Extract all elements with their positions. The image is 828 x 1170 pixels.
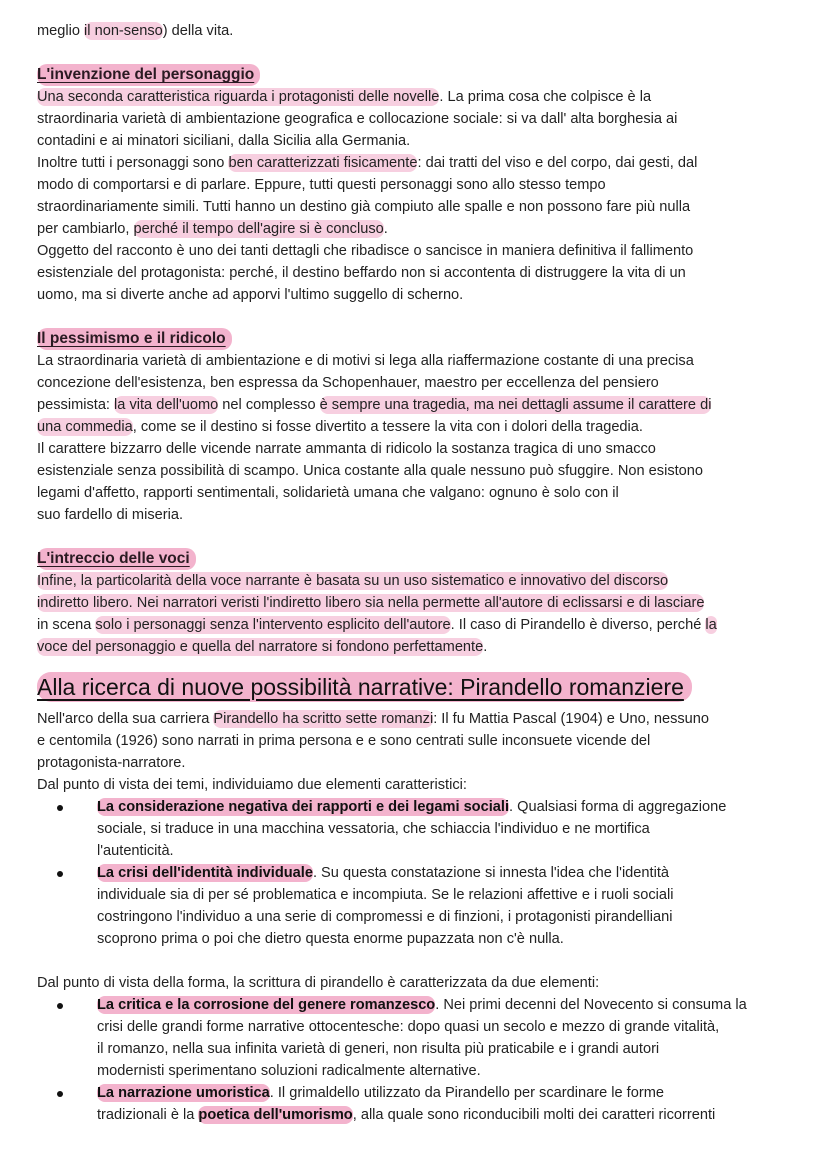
highlight: voce del personaggio e quella del narratore si fondono perfettamente — [37, 639, 484, 655]
paragraph-line: Dal punto di vista della forma, la scrittura di pirandello è caratterizzata da due elementi: — [37, 975, 600, 991]
highlight: Infine, la particolarità della voce narrante è basata su un uso sistematico e innovativo del discorso — [37, 573, 669, 589]
text: ) della vita. — [162, 23, 234, 39]
text: . La prima cosa che colpisce è la — [439, 89, 652, 105]
paragraph-line: crisi delle grandi forme narrative ottocentesche: dopo quasi un secolo e mezzo di grande vitalità, — [97, 1019, 720, 1035]
list-item — [37, 796, 803, 862]
text: . Il caso di Pirandello è diverso, perché — [450, 617, 706, 633]
highlight: una commedia — [37, 419, 133, 435]
bullet-icon — [57, 871, 63, 877]
bullet-icon — [57, 805, 63, 811]
paragraph-line: costringono l'individuo a una serie di compromessi e di finzioni, i protagonisti pirandelliani — [97, 909, 673, 925]
paragraph-line: legami d'affetto, rapporti sentimentali, solidarietà umana che valgano: ognuno è solo con il — [37, 485, 619, 501]
section-pessimismo — [37, 328, 803, 526]
text: per cambiarlo, — [37, 221, 134, 237]
text: : dai tratti del viso e del corpo, dai gesti, dal — [417, 155, 698, 171]
paragraph-line: Dal punto di vista dei temi, individuiamo due elementi caratteristici: — [37, 777, 467, 793]
section-invenzione — [37, 64, 803, 306]
paragraph-line: La straordinaria varietà di ambientazione e di motivi si lega alla riaffermazione costante di una precisa — [37, 353, 694, 369]
highlight: Pirandello ha scritto sette romanzi — [213, 711, 434, 727]
text: in scena — [37, 617, 96, 633]
text: , alla quale sono riconducibili molti dei caratteri ricorrenti — [352, 1107, 716, 1123]
paragraph-line: scoprono prima o poi che dietro questa enorme pupazzata non c'è nulla. — [97, 931, 564, 947]
text: . Il grimaldello utilizzato da Pirandello per scardinare le forme — [269, 1085, 664, 1101]
text: : Il fu Mattia Pascal (1904) e Uno, nessuno — [433, 711, 710, 727]
paragraph-line: modo di comportarsi e di parlare. Eppure, tutti questi personaggi sono allo stesso tempo — [37, 177, 606, 193]
text: meglio — [37, 23, 85, 39]
paragraph-line: l'autenticità. — [97, 843, 174, 859]
highlight: solo i personaggi senza l'intervento esplicito dell'autore — [95, 617, 451, 633]
list-item — [37, 994, 803, 1082]
text: . — [383, 221, 388, 237]
text: Nell'arco della sua carriera — [37, 711, 214, 727]
text: tradizionali è la — [97, 1107, 199, 1123]
highlight: indiretto libero. Nei narratori veristi l'indiretto libero sia nella permette all'autore di eclissarsi e di lasciare — [37, 595, 705, 611]
text: . Qualsiasi forma di aggregazione — [509, 799, 727, 815]
text: Inoltre tutti i personaggi sono — [37, 155, 229, 171]
highlight: la — [705, 617, 717, 633]
section-intreccio — [37, 548, 803, 658]
section-heading: Il pessimismo e il ridicolo — [37, 328, 232, 350]
section-romanziere — [37, 672, 803, 1126]
paragraph-line: concezione dell'esistenza, ben espressa da Schopenhauer, maestro per eccellenza del pensiero — [37, 375, 659, 391]
paragraph-line: esistenziale senza possibilità di scampo. Unica costante alla quale nessuno può sfuggire. Non esistono — [37, 463, 704, 479]
text: . — [483, 639, 488, 655]
paragraph-line: uomo, ma si diverte anche ad apporvi l'ultimo suggello di scherno. — [37, 287, 464, 303]
paragraph-line: contadini e ai minatori siciliani, dalla Sicilia alla Germania. — [37, 133, 411, 149]
notes-page — [37, 20, 803, 1126]
text: pessimista: — [37, 397, 115, 413]
bullet-icon — [57, 1091, 63, 1097]
highlight: il non-senso — [84, 23, 163, 39]
paragraph-line: protagonista-narratore. — [37, 755, 186, 771]
intro-line — [37, 20, 803, 42]
highlight: è sempre una tragedia, ma nei dettagli assume il carattere di — [319, 397, 712, 413]
paragraph-line: e centomila (1926) sono narrati in prima persona e e sono centrati sulle inconsuete vicende del — [37, 733, 651, 749]
section-heading: L'invenzione del personaggio — [37, 64, 260, 86]
text: nel complesso — [218, 397, 320, 413]
paragraph-line: modernisti sperimentano soluzioni radicalmente alternative. — [97, 1063, 481, 1079]
main-heading: Alla ricerca di nuove possibilità narrative: Pirandello romanziere — [37, 672, 692, 702]
bold-term: La crisi dell'identità individuale — [97, 865, 313, 881]
paragraph-line: straordinaria varietà di ambientazione geografica e collocazione sociale: si va dall' alta borghesia ai — [37, 111, 678, 127]
paragraph-line: Oggetto del racconto è uno dei tanti dettagli che ribadisce o sancisce in maniera definitiva il fallimento — [37, 243, 694, 259]
list-item — [37, 1082, 803, 1126]
highlight: perché il tempo dell'agire si è concluso — [133, 221, 384, 237]
paragraph-line: straordinariamente simili. Tutti hanno un destino già compiuto alle spalle e non possono fare più nulla — [37, 199, 691, 215]
bold-term: poetica dell'umorismo — [198, 1107, 353, 1123]
bold-term: La critica e la corrosione del genere romanzesco — [97, 997, 436, 1013]
paragraph-line: sociale, si traduce in una macchina vessatoria, che schiaccia l'individuo e ne mortifica — [97, 821, 650, 837]
highlight: la vita dell'uomo — [114, 397, 219, 413]
bullet-icon — [57, 1003, 63, 1009]
paragraph-line: Il carattere bizzarro delle vicende narrate ammanta di ridicolo la sostanza tragica di uno smacco — [37, 441, 656, 457]
bold-term: La considerazione negativa dei rapporti e dei legami sociali — [97, 799, 509, 815]
highlight: Una seconda caratteristica riguarda i protagonisti delle novelle — [37, 89, 440, 105]
paragraph-line: individuale sia di per sé problematica e incompiuta. Se le relazioni affettive e i ruoli sociali — [97, 887, 674, 903]
highlight: ben caratterizzati fisicamente — [228, 155, 418, 171]
section-heading: L'intreccio delle voci — [37, 548, 196, 570]
text: , come se il destino si fosse divertito a tessere la vita con i dolori della tragedia. — [132, 419, 643, 435]
list-item — [37, 862, 803, 950]
text: . Nei primi decenni del Novecento si consuma la — [435, 997, 747, 1013]
text: . Su questa constatazione si innesta l'idea che l'identità — [312, 865, 670, 881]
paragraph-line: suo fardello di miseria. — [37, 507, 184, 523]
paragraph-line: esistenziale del protagonista: perché, il destino beffardo non si accontenta di distruggere la vita di un — [37, 265, 686, 281]
bold-term: La narrazione umoristica — [97, 1085, 270, 1101]
paragraph-line: il romanzo, nella sua infinita varietà di generi, non risulta più praticabile e i grandi autori — [97, 1041, 660, 1057]
